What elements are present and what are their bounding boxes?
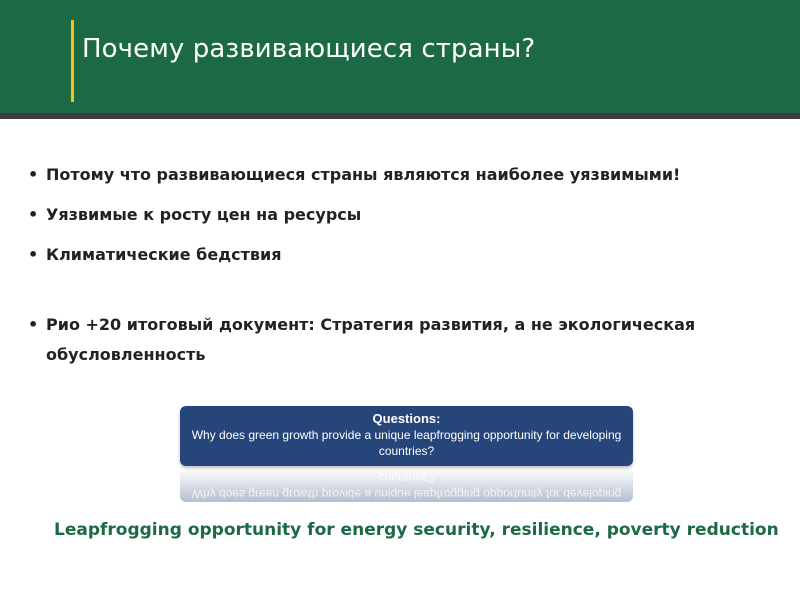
bullet-text: Потому что развивающиеся страны являются наиболее уязвимыми!: [46, 165, 681, 184]
questions-box-reflection: [180, 468, 633, 502]
title-bar-rule: [0, 113, 800, 119]
bullet-item-vulnerable: [24, 160, 704, 190]
title-accent-line: [71, 20, 74, 102]
questions-body: Why does green growth provide a unique leapfrogging opportunity for developing countries?: [191, 428, 622, 458]
questions-heading: Questions:: [372, 411, 441, 426]
bullet-item-disasters: [24, 240, 704, 270]
questions-box: [180, 406, 633, 466]
bullet-dot: •: [28, 165, 39, 184]
reflection-body: Why does green growth provide a unique leapfrogging opportunity for developing countries?: [191, 471, 622, 501]
bullet-dot: •: [28, 315, 39, 334]
bullet-list: [24, 160, 704, 380]
leapfrogging-summary: Leapfrogging opportunity for energy security, resilience, poverty reduction: [54, 520, 779, 540]
bullet-dot: •: [28, 205, 39, 224]
bullet-text: Климатические бедствия: [46, 245, 282, 264]
bullet-text: Уязвимые к росту цен на ресурсы: [46, 205, 362, 224]
bullet-item-prices: [24, 200, 704, 230]
bullet-dot: •: [28, 245, 39, 264]
slide-title: Почему развивающиеся страны?: [82, 34, 536, 64]
bullet-item-rio20: [24, 310, 704, 370]
bullet-text: Рио +20 итоговый документ: Стратегия развития, а не экологическая обусловленность: [46, 315, 696, 364]
